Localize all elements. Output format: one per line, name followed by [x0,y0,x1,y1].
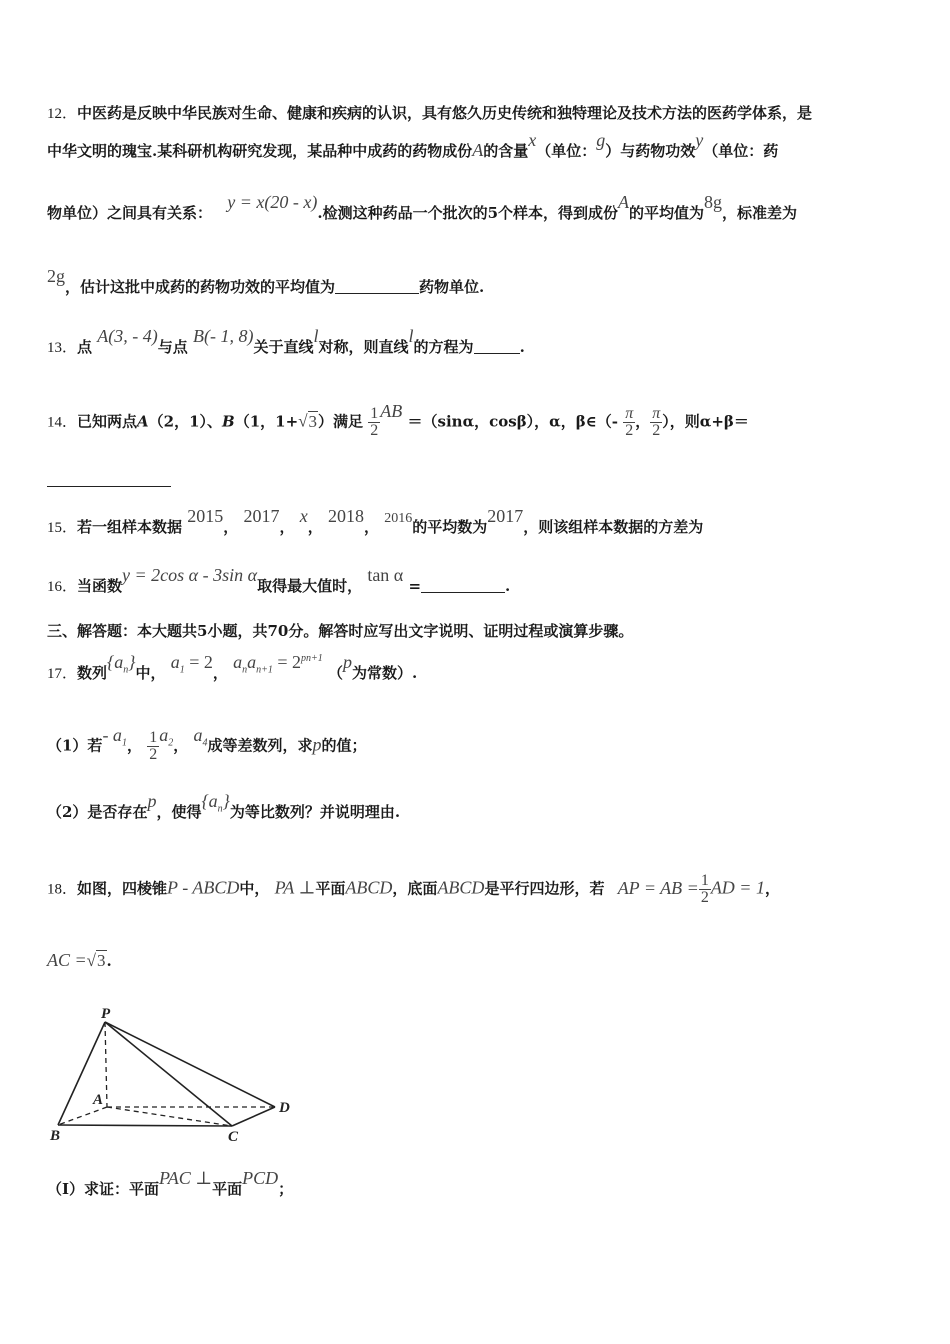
q12-math-A: A [472,140,484,160]
q18-plane-abcd: ABCD [345,877,393,898]
q17-a1-sub: 1 [179,664,185,676]
q15-value-2: 2017 [243,506,280,526]
q17-p1-neg-a1 [102,724,127,749]
q15-value-4: 2018 [328,506,365,526]
pyramid-figure [45,1000,305,1150]
q18-part1-text-c: ； [278,1180,294,1198]
q17-p1-p: p [312,734,322,755]
q12-text-3c: 的平均值为 [629,204,705,222]
q12-text-3a: 物单位）之间具有关系： [47,204,213,222]
q12-math-x: x [528,130,537,150]
q18-sqrt3-value: 3 [97,951,106,970]
q17-p1-text-a: （1）若 [47,736,103,755]
q15-number: 15． [47,520,78,536]
q12-math-A2: A [618,192,630,212]
q16-tan: tan α [367,565,404,585]
q12-text-2e: （单位：药 [703,142,779,160]
q14-comma: ， [635,412,651,431]
q14-line [47,400,749,439]
q18-dot: . [106,952,112,970]
q14-coord-B2: ）满足 [318,412,364,431]
q17-p1-a4 [193,724,208,749]
label-B: B [50,1128,61,1144]
q17-rec2-sub: n+1 [256,664,273,676]
q12-line2 [47,130,779,161]
q18-text-e: 是平行四边形，若 [484,879,605,898]
q17-p2-p: p [147,791,157,811]
q13-text-c: 关于直线 [253,338,314,356]
q16-function: y = 2cos α - 3sin α [122,565,258,585]
q13-math-l: l [313,326,319,346]
label-P: P [101,1006,111,1022]
q15-value-3: x [299,506,308,526]
q17-p1-half-den: 2 [149,746,158,763]
q13-math-l2: l [408,326,414,346]
q17-p1-half-num: 1 [149,729,158,746]
q17-part2 [47,791,401,830]
q15-sep-2: ， [279,518,295,536]
q17-line [47,652,418,691]
q18-sqrt3: √3 [86,951,106,970]
q14-coord-B1: （1，1+ [234,412,299,431]
q14-half-num: 1 [370,405,379,422]
q12-math-y: y [695,130,704,150]
q17-rec-sup: pn+1 [301,653,323,664]
q15-sep-3: ， [307,518,323,536]
q16-line [47,565,511,597]
q17-rec1: a [233,652,243,672]
section-3-heading: 三、解答题：本大题共5小题，共70分。解答时应写出文字说明、证明过程或演算步骤。 [47,622,634,640]
q12-number: 12． [47,106,78,122]
q17-p1-a4-sub: 4 [202,737,208,749]
edge-PB [58,1022,105,1125]
q15-text-c: ，则该组样本数据的方差为 [523,518,704,536]
q17-p2-text-a: （2）是否存在 [47,803,148,821]
q14-sqrt3-value: 3 [308,411,318,431]
edge-PA [105,1022,107,1107]
q18-plane-pac: PAC ⊥ [159,1168,213,1188]
q12-answer-blank[interactable] [335,279,419,294]
q14-coord-A: （2，1）、 [148,412,223,431]
q17-p1-neg: - a [102,724,122,745]
q15-mean: 2017 [487,506,524,526]
q14-pi-b: π [652,405,661,422]
q14-point-A: A [137,412,149,431]
q17-text-c: ， [212,664,228,682]
q12-text-3d: ，标准差为 [722,204,798,222]
q18-ac: AC = [47,950,87,970]
q15-value-1: 2015 [187,506,224,526]
q16-text-a: 当函数 [77,577,123,595]
label-D: D [279,1100,290,1116]
q12-text-2a: 中华文明的瑰宝.某科研机构研究发现，某品种中成药的药物成份 [47,142,473,160]
edge-BC [58,1125,232,1126]
q14-fraction-pi2-a [623,406,635,439]
q15-sep-1: ， [223,518,239,536]
q15-text-a: 若一组样本数据 [77,518,183,536]
q13-text-a: 点 [77,338,93,356]
q17-p1-comma-2: ， [173,736,189,755]
q14-fraction-half [368,406,380,439]
q18-half-den: 2 [700,889,709,906]
q17-a1-sym: a [170,652,180,672]
q14-text-close: ），则α+β＝ [662,412,749,431]
q16-eq: = [408,577,422,595]
q12-line4 [47,266,485,297]
q14-pi-a: π [625,405,634,422]
label-A: A [93,1092,104,1108]
q17-sequence [107,652,136,676]
q12-text-4a: ，估计这批中成药的药物功效的平均值为 [65,278,336,296]
q17-p1-a2-sym: a [159,724,169,745]
q16-number: 16． [47,579,78,595]
q16-text-b: 取得最大值时， [257,577,363,595]
q12-text-2c: （单位： [536,142,597,160]
q17-text-d: （ [327,664,343,682]
q14-fraction-pi2-b [650,406,662,439]
q13-answer-blank[interactable] [474,339,520,354]
q18-base-abcd: ABCD [437,877,485,898]
q16-end: . [505,577,511,595]
q14-text-eq: ＝（sinα，cosβ），α，β∈（- [407,412,618,431]
q17-a1 [170,652,213,676]
q18-line2 [47,950,112,971]
q14-two-b: 2 [652,422,661,439]
q18-condition-2: AD = 1 [710,877,765,898]
edge-CD [232,1107,275,1126]
q13-end: . [519,338,525,356]
q17-text-e: 为常数）. [352,664,418,682]
q18-half [699,873,711,906]
q17-p1-neg-sub: 1 [121,737,127,749]
q12-text-1: 中医药是反映中华民族对生命、健康和疾病的认识，具有悠久历史传统和独特理论及技术方法的医药学体系，是 [77,104,813,122]
q16-answer-blank[interactable] [421,578,505,593]
q17-p1-a4-sym: a [193,724,203,745]
q14-two-a: 2 [625,422,634,439]
q17-text-a: 数列 [77,664,108,682]
q12-text-2b: 的含量 [483,142,529,160]
q18-plane-pcd: PCD [242,1168,279,1188]
q15-line [47,506,704,539]
q18-part1-text-a: （Ⅰ）求证：平面 [47,1180,160,1198]
q17-p1-comma-1: ， [126,736,142,755]
q17-p2-seq-sub: n [217,803,223,815]
q17-p2-seq-close: } [222,791,230,811]
q18-line1 [47,873,780,906]
q14-number: 14． [47,414,78,431]
q14-point-B: B [222,412,235,431]
q17-number: 17． [47,666,78,682]
q15-sep-4: ， [364,518,380,536]
q18-part1 [47,1168,294,1199]
q17-p1-a2-sub: 2 [168,737,174,749]
q17-seq-sub: n [123,664,129,676]
q17-p2-text-c: 为等比数列？并说明理由. [229,803,401,821]
q17-p1-half [147,730,159,763]
q13-number: 13． [47,340,78,356]
q13-text-e: 的方程为 [413,338,474,356]
q17-rec1-sub: n [242,664,248,676]
q12-text-3b: .检测这种药品一个批次的5个样本，得到成份 [317,204,619,222]
q13-text-b: 与点 [157,338,188,356]
q14-vector-AB: AB [380,400,403,421]
q12-text-2d: ）与药物功效 [605,142,696,160]
q12-math-8g: 8g [704,192,723,212]
q14-half-den: 2 [370,422,379,439]
q15-text-b: 的平均数为 [412,518,488,536]
q14-answer-line [47,470,171,490]
q14-sqrt3: √3 [298,411,318,431]
q17-rec2: a [247,652,257,672]
q18-text-c: 平面 [315,879,346,898]
q18-half-num: 1 [700,872,709,889]
q17-rec-eq: = 2 [272,652,301,672]
q18-text-b: 中， [239,879,270,898]
q14-answer-blank[interactable] [47,472,171,487]
q17-p2-seq [201,791,230,815]
q17-seq-close: } [128,652,136,672]
q12-formula: y = x(20 - x) [227,192,318,212]
edge-PC [105,1022,232,1126]
q18-pyramid: P - ABCD [167,877,240,898]
q17-p2-text-b: ，使得 [156,803,202,821]
q17-p2-seq-open: {a [201,791,218,811]
q18-condition-1: AP = AB = [617,877,699,898]
edge-PD [105,1022,275,1107]
q17-part1 [47,724,367,763]
q12-line1 [47,103,812,124]
q15-value-5: 2016 [384,511,413,526]
q17-a1-val: = 2 [184,652,213,672]
q17-text-b: 中， [135,664,166,682]
q18-part1-text-b: 平面 [212,1180,243,1198]
q17-math-p: p [343,652,352,672]
q18-number: 18． [47,881,78,898]
q14-text-a: 已知两点 [77,412,138,431]
q13-point-B: B(- 1, 8) [193,326,254,346]
q12-line3 [47,192,798,223]
q17-p1-text-e: 的值； [321,736,367,755]
q18-text-f: ， [764,879,780,898]
q17-p1-text-b: 成等差数列，求 [207,736,313,755]
q18-text-d: ，底面 [392,879,438,898]
q13-text-d: 对称，则直线 [318,338,409,356]
q18-pa-perp: PA ⊥ [274,877,316,898]
q18-text-a: 如图，四棱锥 [77,879,168,898]
q12-math-2g: 2g [47,266,65,286]
q17-recurrence [233,652,323,676]
q12-math-g: g [596,130,606,150]
q13-point-A: A(3, - 4) [97,326,158,346]
q17-p1-a2 [159,724,174,749]
q13-line [47,326,525,358]
q17-seq-open: {a [107,652,124,672]
label-C: C [228,1129,239,1145]
q12-text-4b: 药物单位. [419,278,485,296]
